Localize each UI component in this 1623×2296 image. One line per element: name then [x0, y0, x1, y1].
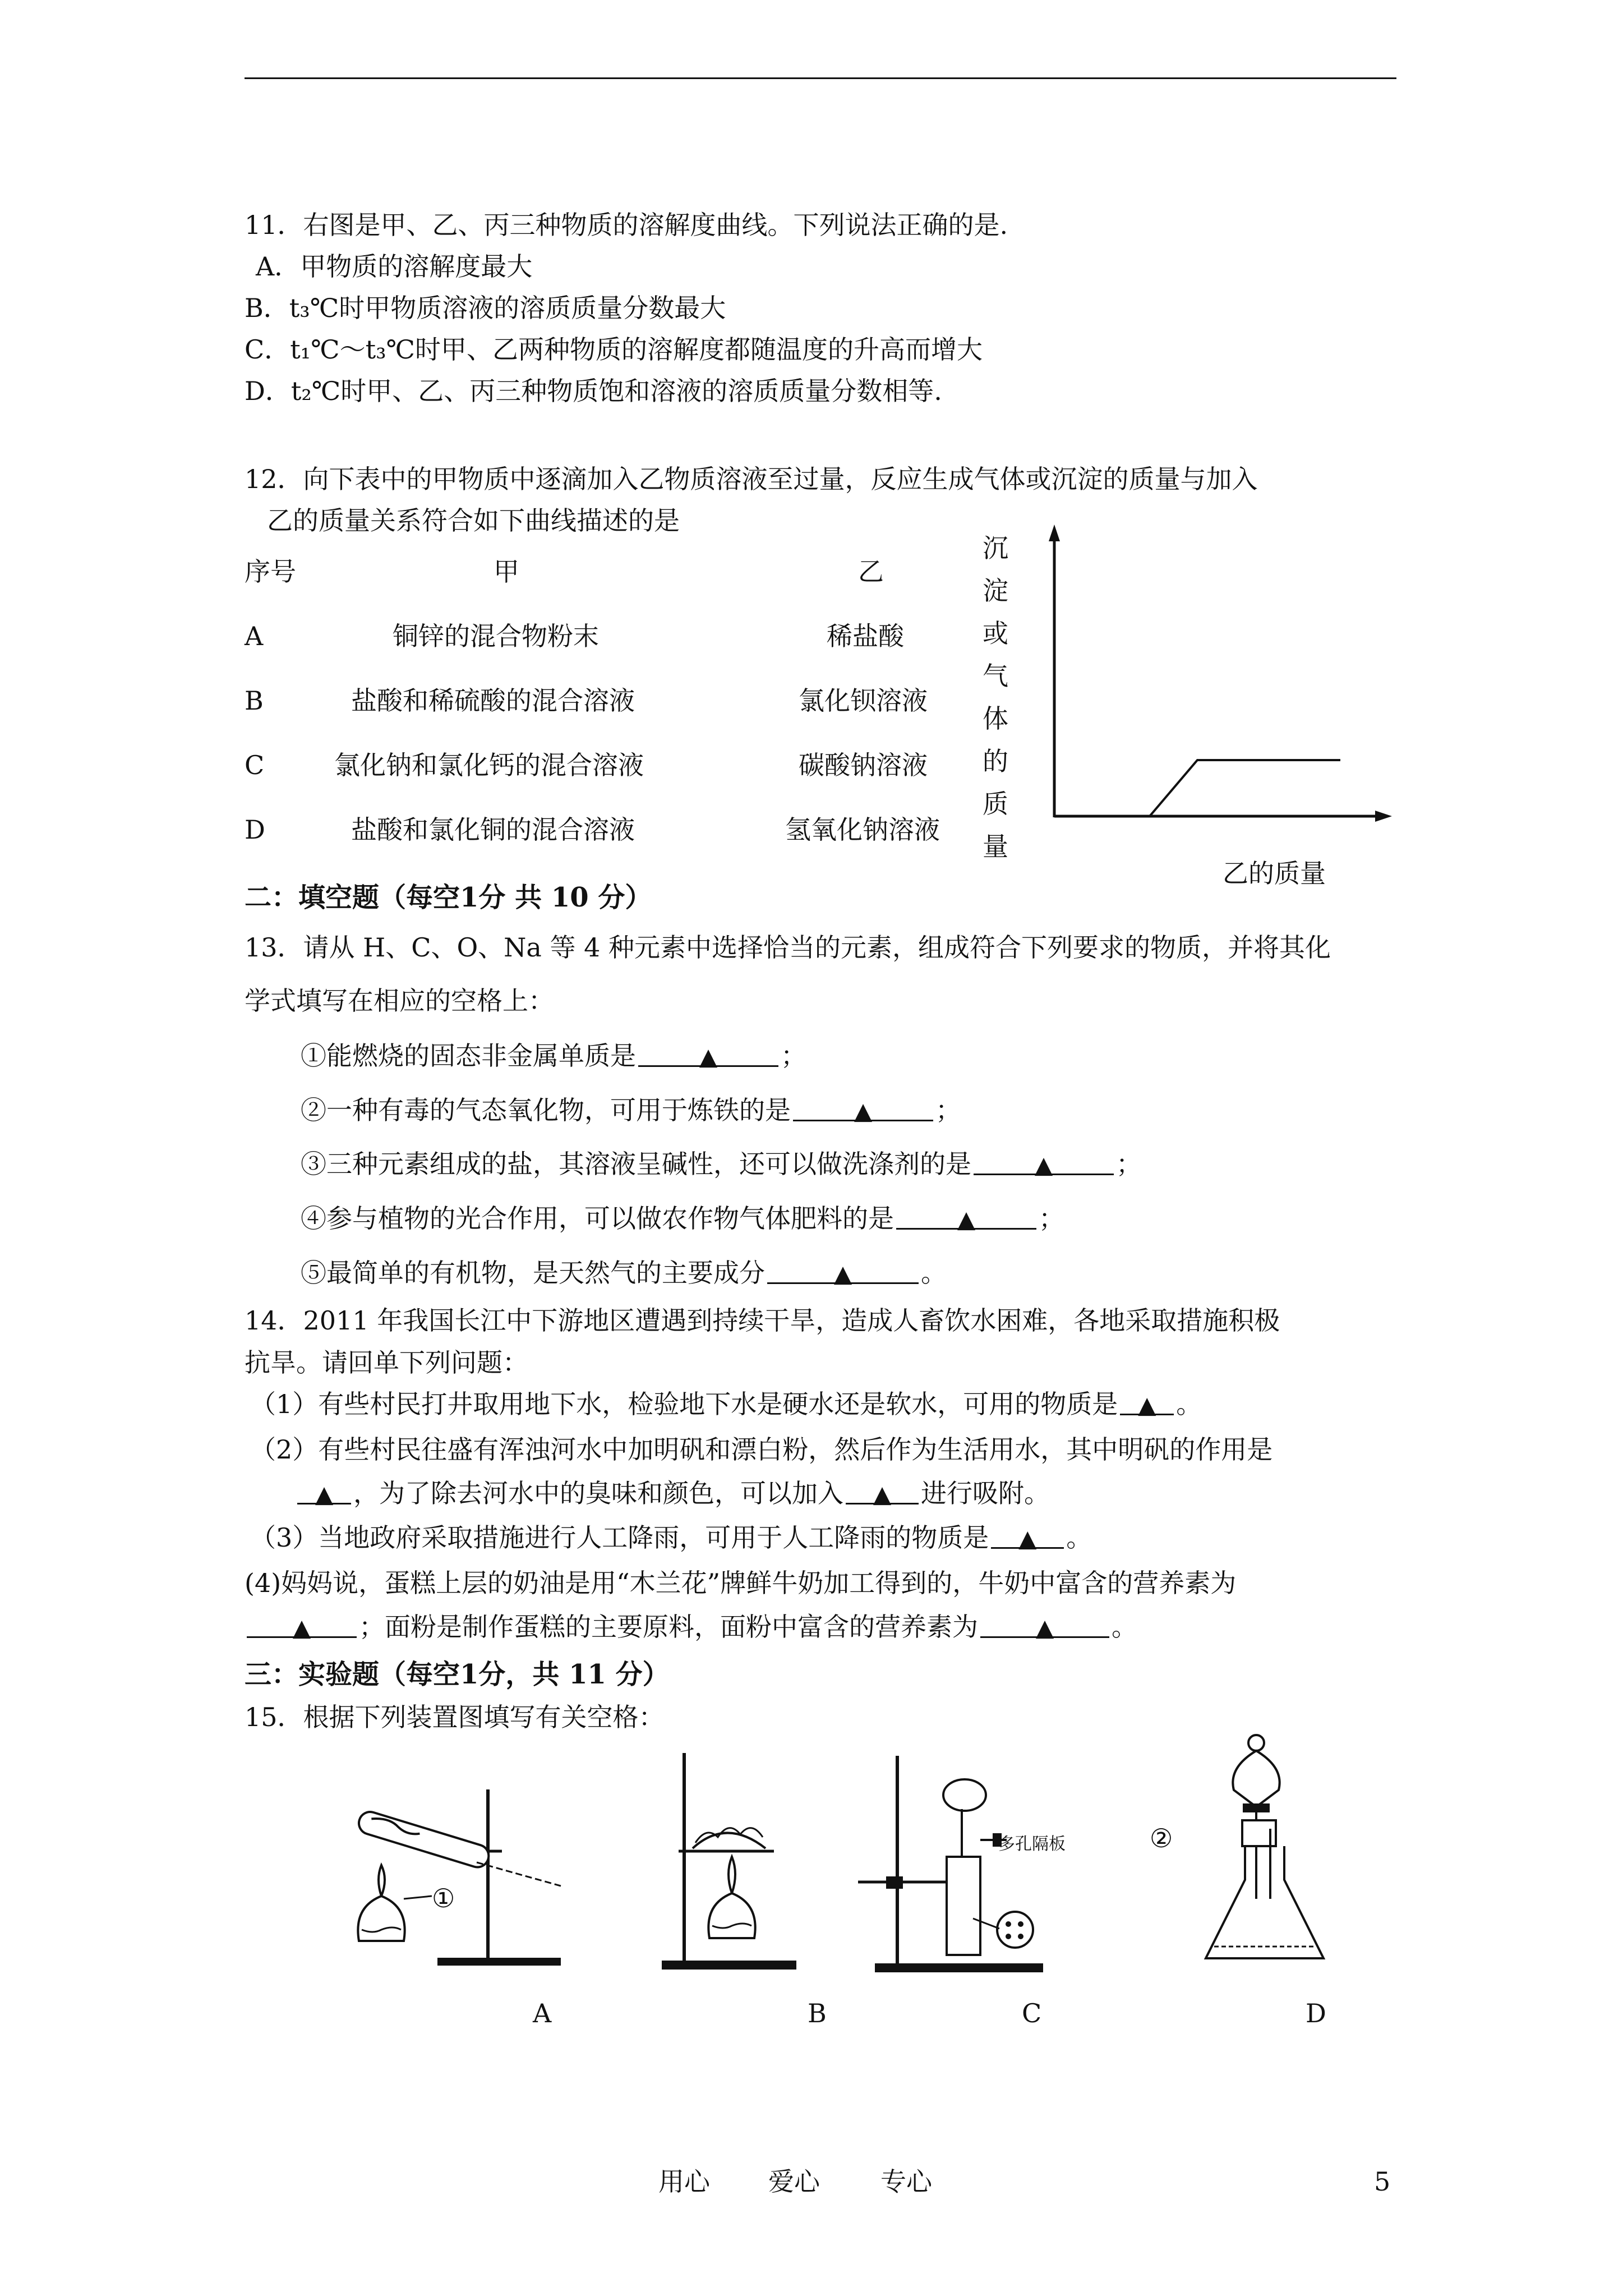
y-label-char: 淀 [983, 576, 1008, 606]
answer-blank[interactable]: ▲ [767, 1257, 919, 1284]
y-label-char: 的 [983, 746, 1008, 776]
callout-2: ② [1150, 1823, 1173, 1853]
table-header-yi: 乙 [858, 556, 884, 587]
q11-option-a: A．甲物质的溶解度最大 [256, 251, 533, 282]
graph-y-label [983, 532, 1016, 862]
table-row-c-jia: 氯化钠和氯化钙的混合溶液 [334, 750, 644, 780]
apparatus-a [336, 1767, 572, 1980]
q12-graph [1049, 522, 1396, 825]
q15-stem: 15．根据下列装置图填写有关空格： [245, 1702, 665, 1732]
header-rule [245, 77, 1396, 79]
y-label-char: 沉 [983, 533, 1008, 563]
evaporating-dish-icon [693, 1833, 766, 1849]
table-row-d-yi: 氢氧化钠溶液 [785, 815, 940, 845]
q13-item-2: ②一种有毒的气态氧化物，可用于炼铁的是 ▲ ； [301, 1095, 961, 1125]
table-header-jia: 甲 [494, 556, 519, 587]
perforated-plate-label: 多孔隔板 [998, 1834, 1066, 1854]
q14-part-1: （1）有些村民打井取用地下水，检验地下水是硬水还是软水，可用的物质是 ▲ 。 [250, 1389, 1202, 1419]
apparatus-label-a: A [533, 1998, 552, 2028]
q13-stem-line2: 学式填写在相应的空格上： [245, 986, 554, 1016]
answer-blank[interactable]: ▲ [638, 1039, 778, 1067]
table-row-c-yi: 碳酸钠溶液 [799, 750, 928, 780]
table-row-b-index: B [245, 685, 264, 716]
answer-blank[interactable]: ▲ [846, 1477, 919, 1504]
answer-blank[interactable]: ▲ [297, 1477, 351, 1504]
y-label-char: 气 [983, 661, 1008, 691]
conical-flask-icon [1206, 1846, 1324, 1958]
table-row-d-jia: 盐酸和氯化铜的混合溶液 [351, 815, 635, 845]
q12-stem-line2: 乙的质量关系符合如下曲线描述的是 [267, 505, 680, 536]
y-label-char: 或 [983, 618, 1008, 648]
q14-part-2-line2: ▲ ，为了除去河水中的臭味和颜色，可以加入 ▲ 进行吸附。 [295, 1477, 1050, 1510]
table-header-index: 序号 [245, 556, 296, 587]
q12-stem-line1: 12．向下表中的甲物质中逐滴加入乙物质溶液至过量，反应生成气体或沉淀的质量与加入 [245, 464, 1258, 494]
q11-option-d: D．t₂℃时甲、乙、丙三种物质饱和溶液的溶质质量分数相等. [245, 376, 942, 406]
answer-blank[interactable]: ▲ [896, 1202, 1036, 1230]
section2-title: 二：填空题（每空1分 共 10 分） [245, 882, 652, 913]
q14-stem-line1: 14．2011 年我国长江中下游地区遭遇到持续干旱，造成人畜饮水困难，各地采取措施积极 [245, 1305, 1280, 1336]
x-axis-arrow-icon [1375, 811, 1392, 822]
graph-curve [1150, 760, 1340, 816]
apparatus-d [1189, 1731, 1335, 1977]
apparatus-c [852, 1750, 1088, 1975]
q13-item-1: ①能燃烧的固态非金属单质是 ▲ ； [301, 1041, 806, 1071]
answer-blank[interactable]: ▲ [980, 1611, 1109, 1638]
alcohol-lamp-icon [358, 1896, 404, 1941]
q11-option-b: B．t₃℃时甲物质溶液的溶质质量分数最大 [245, 293, 726, 323]
y-label-char: 体 [983, 703, 1008, 734]
answer-blank[interactable]: ▲ [793, 1094, 933, 1121]
perforated-plate-icon [997, 1912, 1033, 1948]
q11-stem: 11．右图是甲、乙、丙三种物质的溶解度曲线。下列说法正确的是. [245, 210, 1008, 240]
table-row-b-jia: 盐酸和稀硫酸的混合溶液 [351, 685, 635, 716]
table-row-c-index: C [245, 750, 265, 780]
answer-blank[interactable]: ▲ [974, 1148, 1114, 1175]
apparatus-label-d: D [1306, 1998, 1326, 2028]
graph-x-label: 乙的质量 [1223, 858, 1326, 889]
q14-stem-line2: 抗旱。请回单下列问题： [245, 1347, 528, 1378]
table-row-a-yi: 稀盐酸 [827, 621, 904, 651]
callout-1: ① [432, 1883, 455, 1913]
footer-motto-1: 用心 [658, 2166, 710, 2197]
table-row-a-jia: 铜锌的混合物粉末 [393, 621, 599, 651]
apparatus-label-b: B [808, 1998, 827, 2028]
alcohol-lamp-icon [708, 1893, 755, 1938]
table-row-b-yi: 氯化钡溶液 [799, 685, 928, 716]
table-row-a-index: A [245, 621, 264, 651]
apparatus-b [645, 1747, 813, 1977]
q14-part-4-line1: (4)妈妈说，蛋糕上层的奶油是用“木兰花”牌鲜牛奶加工得到的，牛奶中富含的营养素为 [245, 1568, 1237, 1598]
apparatus-label-c: C [1022, 1998, 1042, 2028]
q14-part-2-line1: （2）有些村民往盛有浑浊河水中加明矾和漂白粉，然后作为生活用水，其中明矾的作用是 [250, 1434, 1273, 1465]
q13-stem-line1: 13．请从 H、C、O、Na 等 4 种元素中选择恰当的元素，组成符合下列要求的物质，并将其化 [245, 932, 1331, 963]
separatory-funnel-icon [1233, 1751, 1279, 1807]
q11-option-c: C．t₁℃～t₃℃时甲、乙两种物质的溶解度都随温度的升高而增大 [245, 334, 983, 365]
table-row-d-index: D [245, 815, 265, 845]
q13-item-3: ③三种元素组成的盐，其溶液呈碱性，还可以做洗涤剂的是 ▲ ； [301, 1149, 1142, 1179]
answer-blank[interactable]: ▲ [1120, 1388, 1174, 1415]
footer-motto-3: 专心 [880, 2166, 932, 2197]
section3-title: 三：实验题（每空1分，共 11 分） [245, 1659, 670, 1690]
funnel-bulb-icon [943, 1779, 986, 1811]
answer-blank[interactable]: ▲ [247, 1611, 357, 1638]
y-axis-arrow-icon [1049, 524, 1060, 541]
y-label-char: 质 [983, 789, 1008, 819]
q14-part-3: （3）当地政府采取措施进行人工降雨，可用于人工降雨的物质是 ▲ 。 [250, 1522, 1092, 1553]
q14-part-4-line2: ▲ ；面粉是制作蛋糕的主要原料，面粉中富含的营养素为 ▲ 。 [245, 1611, 1137, 1643]
q13-item-5: ⑤最简单的有机物，是天然气的主要成分 ▲ 。 [301, 1258, 947, 1288]
footer-motto-2: 爱心 [768, 2166, 820, 2197]
page-number: 5 [1374, 2166, 1391, 2197]
q13-item-4: ④参与植物的光合作用，可以做农作物气体肥料的是 ▲ ； [301, 1203, 1064, 1234]
answer-blank[interactable]: ▲ [991, 1521, 1064, 1549]
y-label-char: 量 [983, 831, 1008, 862]
